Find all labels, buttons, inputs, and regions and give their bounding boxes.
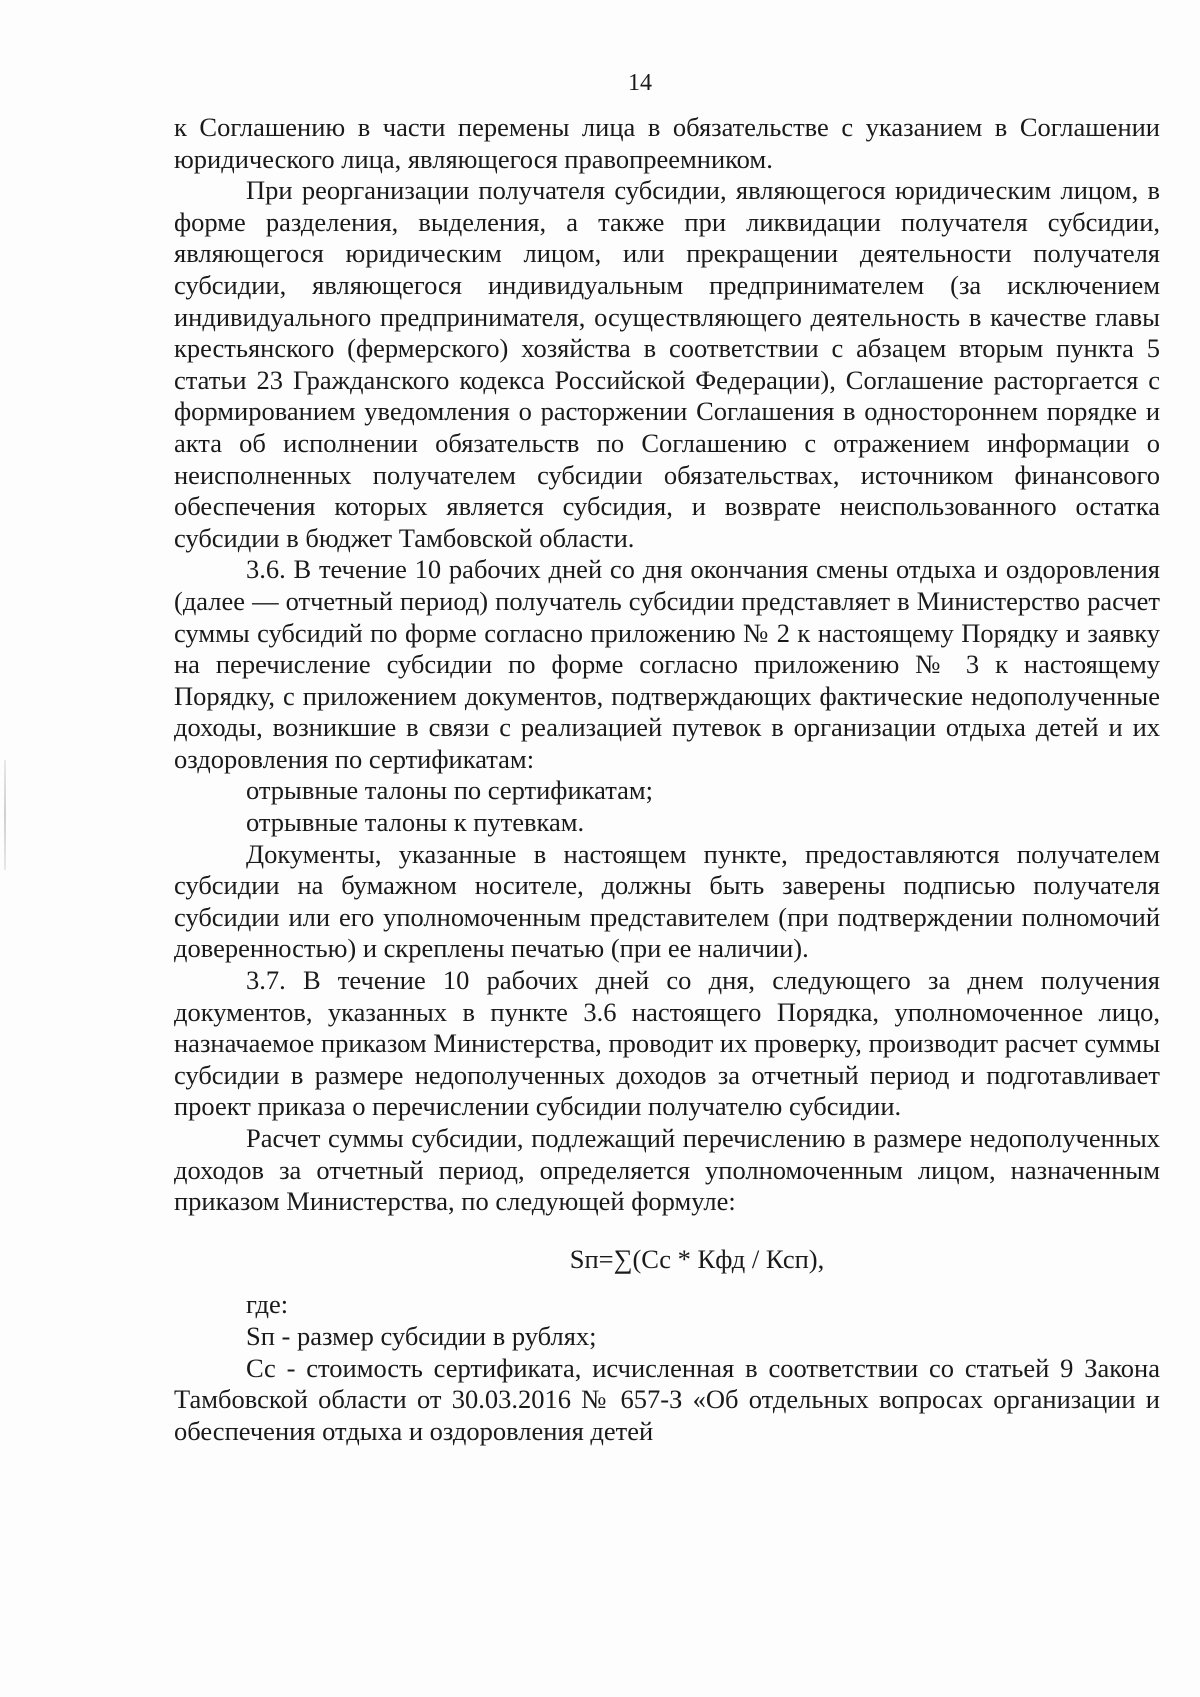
paragraph-3-7: 3.7. В течение 10 рабочих дней со дня, следующего за днем получения документов, указанных в пункте 3.6 настоящего Порядка, уполномоченное лицо, назначаемое приказом Министерства, проводит их проверку, производит расчет суммы субсидии в размере недополученных доходов за отчетный период и подготавливает проект приказа о перечислении субсидии получателю субсидии. bbox=[174, 965, 1160, 1122]
formula-def-cc: Сс - стоимость сертификата, исчисленная в соответствии со статьей 9 Закона Тамбовской области от 30.03.2016 № 657-З «Об отдельных вопросах организации и обеспечения отдыха и оздоровления детей bbox=[174, 1352, 1160, 1446]
list-item-coupons-vouchers: отрывные талоны к путевкам. bbox=[246, 807, 585, 838]
paragraph-reorganization: При реорганизации получателя субсидии, являющегося юридическим лицом, в форме разделения, выделения, а также при ликвидации получателя субсидии, являющегося юридическим лицом, или прекращении деятельности получателя субсидии, являющегося индивидуальным предпринимателем (за исключением индивидуального предпринимателя, осуществляющего деятельность в качестве главы крестьянского (фермерского) хозяйства в соответствии с абзацем вторым пункта 5 статьи 23 Гражданского кодекса Российской Федерации), Соглашение расторгается с формированием уведомления о расторжении Соглашения в одностороннем порядке и акта об исполнении обязательств по Соглашению с отражением информации о неисполненных получателем субсидии обязательствах, источником финансового обеспечения которых является субсидия, и возврате неиспользованного остатка субсидии в бюджет Тамбовской области. bbox=[174, 175, 1160, 553]
scan-edge-artifact bbox=[4, 760, 6, 870]
subsidy-formula: Sп=∑(Сс * Кфд / Ксп), bbox=[569, 1243, 825, 1274]
formula-def-sp: Sп - размер субсидии в рублях; bbox=[246, 1320, 597, 1351]
list-item-coupons-certificates: отрывные талоны по сертификатам; bbox=[246, 775, 653, 806]
page-number: 14 bbox=[628, 70, 652, 96]
paragraph-documents: Документы, указанные в настоящем пункте, предоставляются получателем субсидии на бумажном носителе, должны быть заверены подписью получателя субсидии или его уполномоченным представителем (при подтверждении полномочий доверенностью) и скреплены печатью (при ее наличии). bbox=[174, 838, 1160, 964]
paragraph-calculation: Расчет суммы субсидии, подлежащий перечислению в размере недополученных доходов за отчетный период, определяется уполномоченным лицом, назначенным приказом Министерства, по следующей формуле: bbox=[174, 1123, 1160, 1217]
paragraph-3-6: 3.6. В течение 10 рабочих дней со дня окончания смены отдыха и оздоровления (далее — отчетный период) получатель субсидии представляет в Министерство расчет суммы субсидий по форме согласно приложению № 2 к настоящему Порядку и заявку на перечисление субсидии по форме согласно приложению № 3 к настоящему Порядку, с приложением документов, подтверждающих фактические недополученные доходы, возникшие в связи с реализацией путевок в организации отдыха детей и их оздоровления по сертификатам: bbox=[174, 554, 1160, 774]
paragraph-continuation: к Соглашению в части перемены лица в обязательстве с указанием в Соглашении юридического лица, являющегося правопреемником. bbox=[174, 112, 1160, 174]
document-body bbox=[174, 112, 1160, 1447]
formula-where-label: где: bbox=[246, 1289, 289, 1320]
